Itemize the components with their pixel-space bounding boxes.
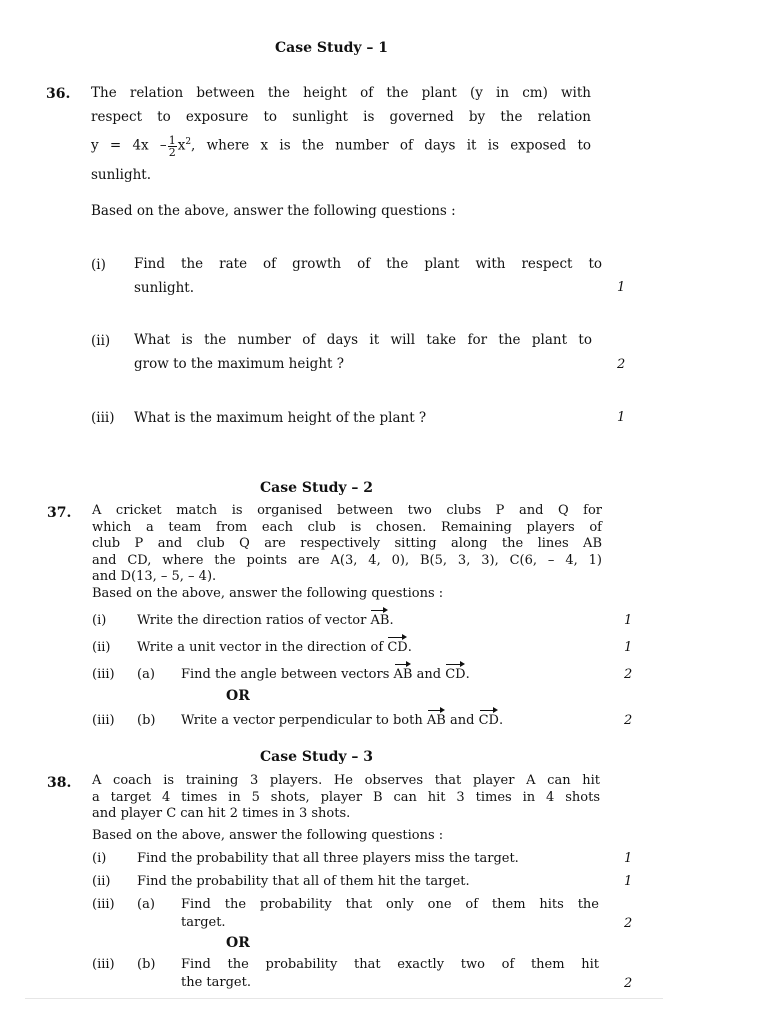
q36-i-label: (i)	[91, 257, 106, 273]
q37-ii-marks: 1	[624, 640, 633, 655]
equation-exponent: 2	[185, 137, 192, 147]
q36-ii-label: (ii)	[91, 333, 111, 349]
q38-intro: Based on the above, answer the following questions :	[92, 828, 444, 843]
q37-ii-label: (ii)	[92, 640, 111, 655]
q38-iii-a-text: Find the probability that only one of them hits the target.	[181, 897, 599, 930]
question-38-stem: A coach is training 3 players. He observes that player A can hit a target 4 times in 5 shots, player B can hit 3 times in 4 shots and player C can hit 2 times in 3 shots.	[92, 773, 600, 821]
q38-i-label: (i)	[92, 851, 107, 866]
vector-cd: CD	[445, 667, 466, 682]
q37-iii-b-label: (iii)	[92, 713, 115, 728]
half-fraction: $\frac{1}{2}$	[168, 133, 176, 159]
question-38-number: 38.	[47, 775, 72, 791]
q36-i-text: Find the rate of growth of the plant with respect to sunlight.	[134, 256, 602, 296]
vector-ab: AB	[426, 713, 446, 728]
case-study-2-heading: Case Study – 2	[260, 480, 374, 496]
q37-ii-text: Write a unit vector in the direction of CD.	[137, 640, 412, 655]
q38-iii-b-text: Find the probability that exactly two of them hit the target.	[181, 957, 599, 990]
case-study-3-heading: Case Study – 3	[260, 749, 374, 765]
q38-or: OR	[226, 935, 250, 951]
q37-or: OR	[226, 688, 250, 704]
q36-iii-label: (iii)	[91, 410, 115, 426]
q38-iii-b-part: (b)	[137, 957, 156, 972]
q37-intro: Based on the above, answer the following questions :	[92, 586, 444, 601]
q37-iii-b-part: (b)	[137, 713, 156, 728]
q37-i-label: (i)	[92, 613, 107, 628]
q36-equation-line	[91, 129, 591, 159]
q37-iii-a-part: (a)	[137, 667, 155, 682]
question-37-stem: A cricket match is organised between two clubs P and Q for which a team from each club is chosen. Remaining players of club P and club Q are respectively sitting along the lines AB and CD, where the points are A(3, 4, 0), B(5, 3, 3), C(6, – 4, 1) and D(13, – 5, – 4).	[92, 503, 602, 584]
vector-cd: CD	[478, 713, 499, 728]
q38-i-marks: 1	[624, 851, 633, 866]
q37-i-text: Write the direction ratios of vector AB.	[137, 613, 394, 628]
q38-ii-marks: 1	[624, 874, 633, 889]
q36-iii-marks: 1	[617, 410, 626, 425]
q36-ii-text: What is the number of days it will take for the plant to grow to the maximum height ?	[134, 332, 592, 372]
q36-intro: Based on the above, answer the following questions :	[91, 203, 456, 219]
q38-iii-a-part: (a)	[137, 897, 155, 912]
q38-ii-text: Find the probability that all of them hit the target.	[137, 874, 470, 889]
q38-iii-a-marks: 2	[624, 916, 633, 931]
q37-iii-a-text: Find the angle between vectors AB and CD.	[181, 667, 470, 682]
vector-ab: AB	[393, 667, 413, 682]
question-37-number: 37.	[47, 505, 72, 521]
q37-iii-b-text: Write a vector perpendicular to both AB and CD.	[181, 713, 504, 728]
q36-iii-text: What is the maximum height of the plant ?	[134, 410, 427, 426]
q36-line-4: sunlight.	[91, 167, 152, 183]
q38-iii-a-label: (iii)	[92, 897, 115, 912]
vector-ab: AB	[370, 613, 390, 628]
vector-cd: CD	[387, 640, 408, 655]
q37-iii-b-marks: 2	[624, 713, 633, 728]
q36-line-1: The relation between the height of the plant (y in cm) with	[91, 85, 591, 101]
equation-rest: , where x is the number of days it is exposed to	[191, 137, 592, 154]
question-36-stem	[91, 82, 591, 159]
q38-iii-b-label: (iii)	[92, 957, 115, 972]
q37-iii-a-marks: 2	[624, 667, 633, 682]
q36-i-marks: 1	[617, 280, 626, 295]
q38-i-text: Find the probability that all three players miss the target.	[137, 851, 519, 866]
question-36-number: 36.	[46, 86, 71, 102]
equation-lhs: y = 4x –	[91, 137, 167, 154]
q37-i-marks: 1	[624, 613, 633, 628]
page-bottom-divider	[25, 998, 663, 999]
q36-ii-marks: 2	[617, 357, 626, 372]
q38-ii-label: (ii)	[92, 874, 111, 889]
q36-line-2: respect to exposure to sunlight is governed by the relation	[91, 108, 591, 125]
q38-iii-b-marks: 2	[624, 976, 633, 991]
equation-x: x	[177, 137, 186, 154]
q37-iii-a-label: (iii)	[92, 667, 115, 682]
case-study-1-heading: Case Study – 1	[275, 40, 389, 56]
